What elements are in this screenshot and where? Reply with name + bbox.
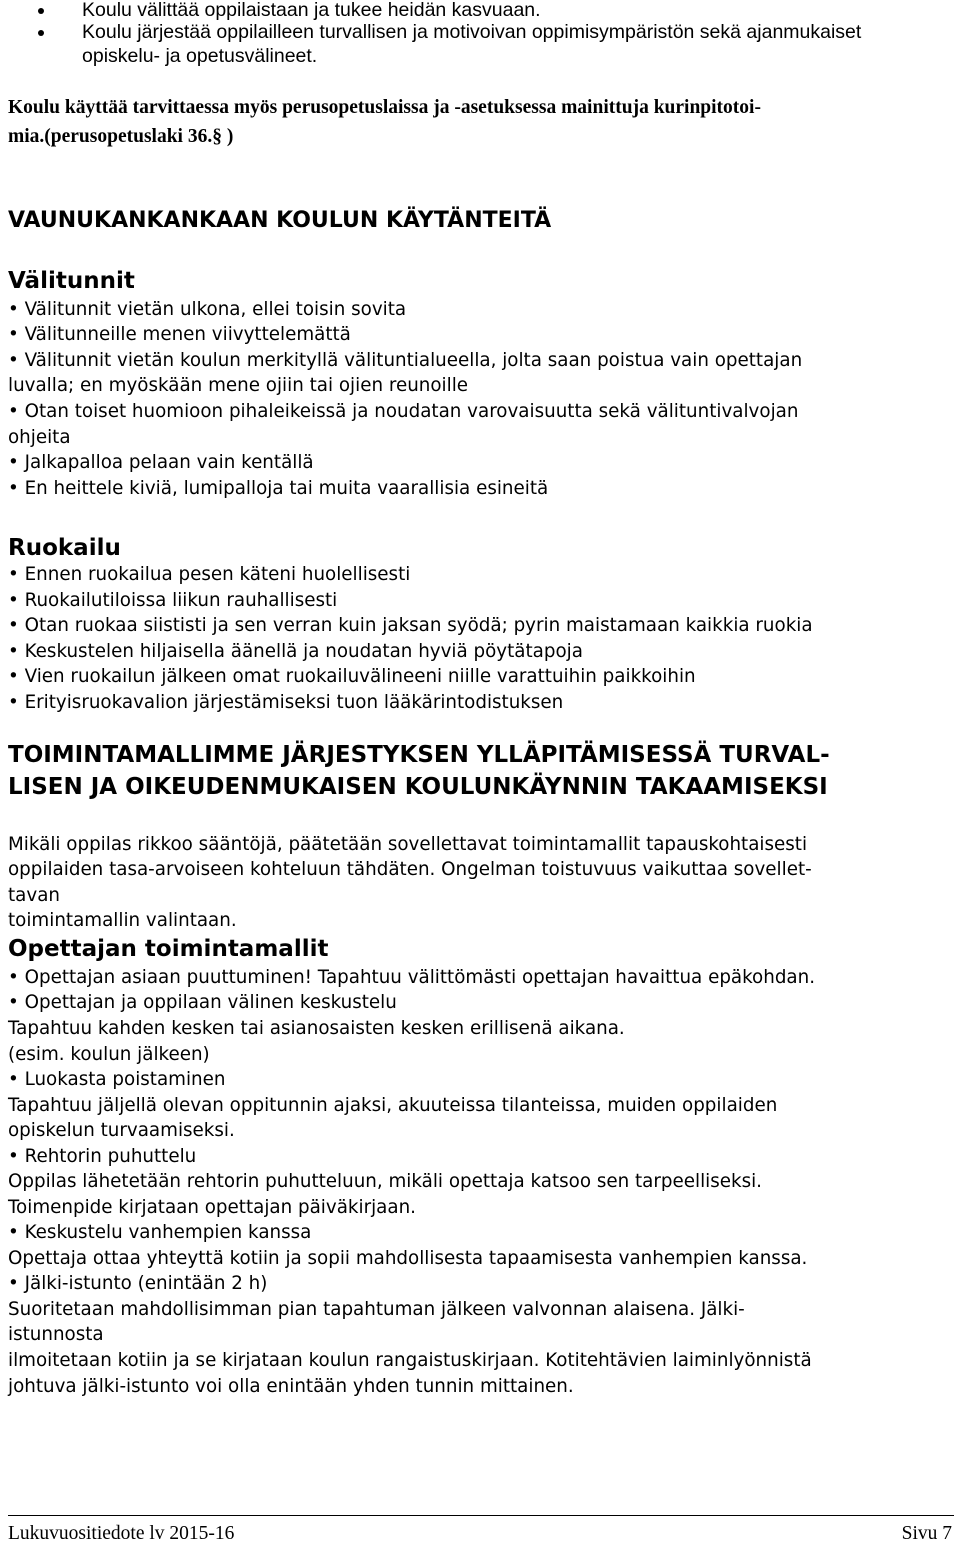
lunch-line: • Ennen ruokailua pesen käteni huolellisesti	[8, 564, 411, 585]
teacher-models-line: • Rehtorin puhuttelu	[8, 1146, 197, 1167]
teacher-models-line: • Opettajan asiaan puuttuminen! Tapahtuu välittömästi opettajan havaittua epäkohdan.	[8, 967, 816, 988]
bullet-icon	[38, 30, 44, 36]
recess-line: ohjeita	[8, 427, 71, 448]
teacher-models-line: istunnosta	[8, 1324, 104, 1345]
models-title-line: TOIMINTAMALLIMME JÄRJESTYKSEN YLLÄPITÄMISESSÄ TURVAL-	[8, 742, 830, 768]
teacher-models-line: • Opettajan ja oppilaan välinen keskustelu	[8, 992, 397, 1013]
lunch-line: • Keskustelen hiljaisella äänellä ja noudatan hyviä pöytätapoja	[8, 641, 583, 662]
recess-line: • Välitunnit vietän ulkona, ellei toisin sovita	[8, 299, 407, 320]
lunch-line: • Vien ruokailun jälkeen omat ruokailuvälineeni niille varattuihin paikkoihin	[8, 666, 696, 687]
teacher-models-heading: Opettajan toimintamallit	[8, 936, 329, 962]
lunch-line: • Otan ruokaa siististi ja sen verran kuin jaksan syödä; pyrin maistamaan kaikkia ruokia	[8, 615, 813, 636]
recess-line: • Välitunneille menen viivyttelemättä	[8, 324, 351, 345]
teacher-models-line: • Luokasta poistaminen	[8, 1069, 226, 1090]
footer-left-text: Lukuvuositiedote lv 2015-16	[8, 1523, 235, 1544]
models-intro-line: oppilaiden tasa-arvoiseen kohteluun tähdäten. Ongelman toistuvuus vaikuttaa sovellet-	[8, 859, 812, 880]
teacher-models-line: Opettaja ottaa yhteyttä kotiin ja sopii mahdollisesta tapaamisesta vanhempien kanssa.	[8, 1248, 808, 1269]
recess-line: • Otan toiset huomioon pihaleikeissä ja noudatan varovaisuutta sekä välituntivalvojan	[8, 401, 799, 422]
recess-line: luvalla; en myöskään mene ojiin tai ojien reunoille	[8, 375, 469, 396]
intro-paragraph	[8, 93, 953, 151]
teacher-models-line: Tapahtuu jäljellä olevan oppitunnin ajaksi, akuuteissa tilanteissa, muiden oppilaiden	[8, 1095, 778, 1116]
recess-line: • Jalkapalloa pelaan vain kentällä	[8, 452, 314, 473]
models-title-line: LISEN JA OIKEUDENMUKAISEN KOULUNKÄYNNIN TAKAAMISEKSI	[8, 774, 828, 800]
intro-paragraph-line: mia.(perusopetuslaki 36.§ )	[8, 126, 234, 147]
footer-divider	[8, 1515, 954, 1516]
recess-line: • Välitunnit vietän koulun merkityllä välituntialueella, jolta saan poistua vain opettajan	[8, 350, 803, 371]
teacher-models-line: Toimenpide kirjataan opettajan päiväkirjaan.	[8, 1197, 416, 1218]
models-intro-line: tavan	[8, 885, 60, 906]
footer-page-number: Sivu 7	[901, 1523, 952, 1544]
teacher-models-line: ilmoitetaan kotiin ja se kirjataan koulun rangaistuskirjaan. Kotitehtävien laiminlyönnistä	[8, 1350, 812, 1371]
recess-line: • En heittele kiviä, lumipalloja tai muita vaarallisia esineitä	[8, 478, 549, 499]
teacher-models-line: Suoritetaan mahdollisimman pian tapahtuman jälkeen valvonnan alaisena. Jälki-	[8, 1299, 745, 1320]
bullet-icon	[38, 8, 44, 14]
lunch-line: • Erityisruokavalion järjestämiseksi tuon lääkärintodistuksen	[8, 692, 564, 713]
intro-paragraph-line: Koulu käyttää tarvittaessa myös perusopetuslaissa ja -asetuksessa mainittuja kurinpitotoi-	[8, 97, 761, 118]
practices-title: VAUNUKANKANKAAN KOULUN KÄYTÄNTEITÄ	[8, 208, 552, 233]
teacher-models-line: Tapahtuu kahden kesken tai asianosaisten kesken erillisenä aikana.	[8, 1018, 625, 1039]
teacher-models-line: • Jälki-istunto (enintään 2 h)	[8, 1273, 268, 1294]
list-item: Koulu järjestää oppilailleen turvallisen ja motivoivan oppimisympäristön sekä ajanmukaiset	[0, 20, 960, 44]
list-item-continuation: opiskelu- ja opetusvälineet.	[82, 45, 318, 67]
lunch-heading: Ruokailu	[8, 535, 121, 561]
models-intro-line: toimintamallin valintaan.	[8, 910, 237, 931]
recess-heading: Välitunnit	[8, 268, 135, 294]
lunch-line: • Ruokailutiloissa liikun rauhallisesti	[8, 590, 338, 611]
teacher-models-line: johtuva jälki-istunto voi olla enintään yhden tunnin mittainen.	[8, 1376, 574, 1397]
models-intro-line: Mikäli oppilas rikkoo sääntöjä, päätetään sovellettavat toimintamallit tapauskohtaisesti	[8, 834, 808, 855]
teacher-models-line: (esim. koulun jälkeen)	[8, 1044, 210, 1065]
teacher-models-line: opiskelun turvaamiseksi.	[8, 1120, 235, 1141]
teacher-models-line: Oppilas lähetetään rehtorin puhutteluun, mikäli opettaja katsoo sen tarpeelliseksi.	[8, 1171, 762, 1192]
teacher-models-line: • Keskustelu vanhempien kanssa	[8, 1222, 312, 1243]
list-item: Koulu välittää oppilaistaan ja tukee heidän kasvuaan.	[0, 0, 960, 22]
